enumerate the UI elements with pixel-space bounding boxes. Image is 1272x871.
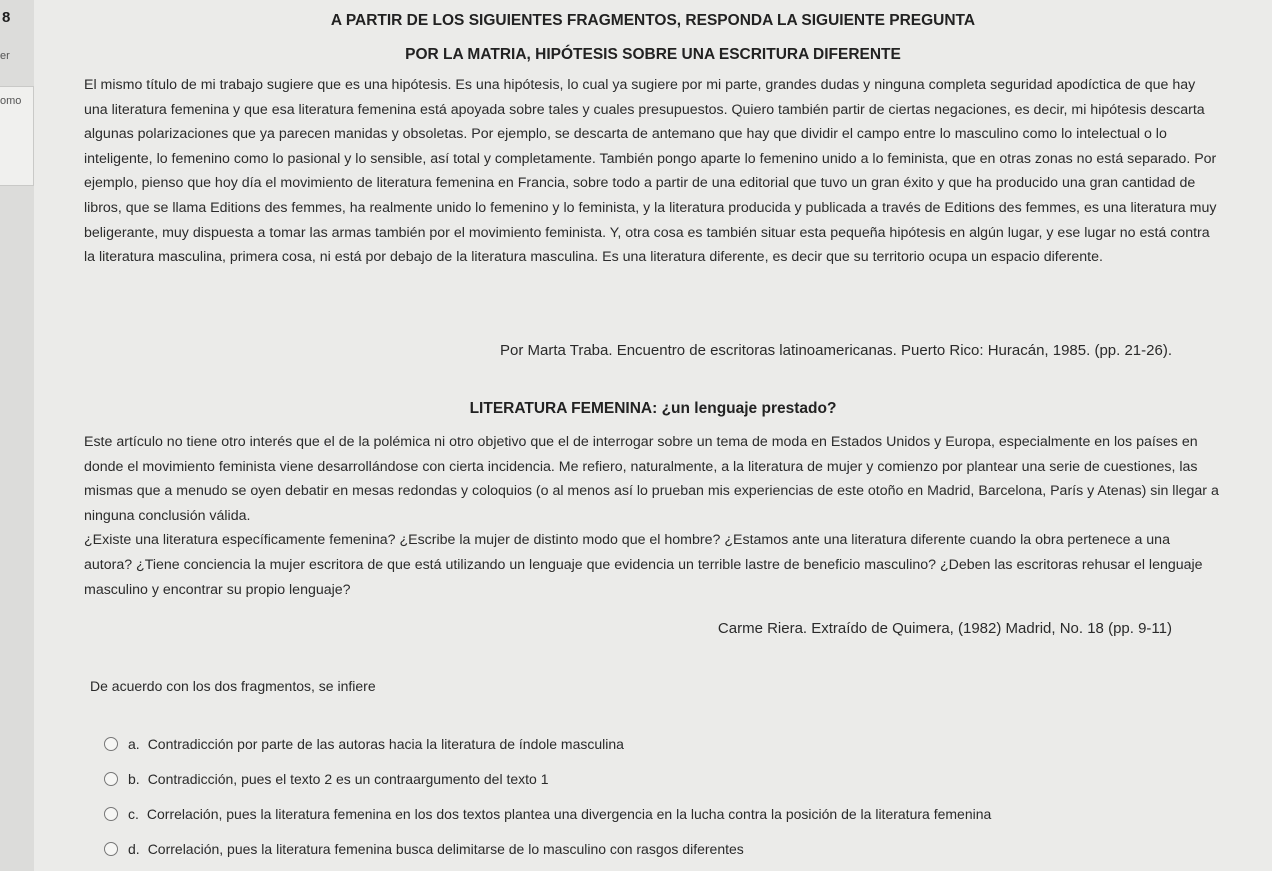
radio-icon[interactable] <box>104 737 118 751</box>
text1-title: POR LA MATRIA, HIPÓTESIS SOBRE UNA ESCRITURA DIFERENTE <box>405 46 901 63</box>
text2-paragraph-1: Este artículo no tiene otro interés que el de la polémica ni otro objetivo que el de interrogar sobre un tema de moda en Estados Unidos y Europa, especialmente en los países en donde el movimiento feminista viene desarrollándose con cierta incidencia. Me refiero, naturalmente, a la literatura de mujer y comienzo por plantear una serie de cuestiones, las mismas que a menudo se oyen debatir en mesas redondas y coloquios (o al menos así lo prueban mis experiencias de este otoño en Madrid, Barcelona, París y Atenas) sin llegar a ninguna conclusión válida. <box>84 434 1219 524</box>
option-d[interactable] <box>104 831 991 866</box>
option-c[interactable] <box>104 796 991 831</box>
question-prompt: De acuerdo con los dos fragmentos, se infiere <box>90 678 376 694</box>
text1-paragraph: El mismo título de mi trabajo sugiere que es una hipótesis. Es una hipótesis, lo cual ya sugiere por mi parte, grandes dudas y ninguna completa seguridad apodíctica de que hay una literatura femenina y que esa literatura femenina está apoyada sobre tales y cuales presupuestos. Quiero también partir de ciertas negaciones, es decir, mi hipótesis descarta algunas polarizaciones que ya parecen manidas y obsoletas. Por ejemplo, se descarta de antemano que hay que dividir el campo entre lo masculino como lo intelectual o lo inteligente, lo femenino como lo pasional y lo sensible, así total y completamente. También pongo aparte lo femenino unido a lo feminista, que en otras zonas no está separado. Por ejemplo, pienso que hoy día el movimiento de literatura femenina en Francia, sobre todo a partir de una editorial que tuvo un gran éxito y que ha producido una gran cantidad de libros, que se llama Editions des femmes, ha realmente unido lo femenino y lo feminista, y la literatura producida y publicada a través de Editions des femmes, es una literatura muy beligerante, muy dispuesta a tomar las armas también por el movimiento feminista. Y, otra cosa es también situar esta pequeña hipótesis en algún lugar, y ese lugar no está contra la literatura masculina, primera cosa, ni está por debajo de la literatura masculina. Es una literatura diferente, es decir que su territorio ocupa un espacio diferente. <box>84 77 1217 266</box>
left-fragment-2: omo <box>0 95 22 107</box>
option-letter: c. <box>128 805 139 822</box>
instruction-heading: A PARTIR DE LOS SIGUIENTES FRAGMENTOS, RESPONDA LA SIGUIENTE PREGUNTA <box>330 12 976 29</box>
radio-icon[interactable] <box>104 807 118 821</box>
option-text: Contradicción, pues el texto 2 es un contraargumento del texto 1 <box>147 770 549 787</box>
text2-paragraph-2: ¿Existe una literatura específicamente femenina? ¿Escribe la mujer de distinto modo que el hombre? ¿Estamos ante una literatura diferente cuando la obra pertenece a una autora? ¿Tiene conciencia la mujer escritora de que está utilizando un lenguaje que evidencia un terrible lastre de beneficio masculino? ¿Deben las escritoras rehusar el lenguaje masculino y encontrar su propio lenguaje? <box>84 532 1203 598</box>
left-sidebar <box>0 0 34 871</box>
text1-body <box>84 73 1219 270</box>
option-letter: d. <box>128 840 140 857</box>
option-b[interactable] <box>104 761 991 796</box>
option-letter: b. <box>128 770 140 787</box>
option-letter: a. <box>128 735 140 752</box>
option-text: Contradicción por parte de las autoras hacia la literatura de índole masculina <box>147 735 624 752</box>
left-side-box <box>0 86 34 186</box>
question-panel <box>34 0 1272 871</box>
option-text: Correlación, pues la literatura femenina busca delimitarse de lo masculino con rasgos diferentes <box>147 840 744 857</box>
text1-source: Por Marta Traba. Encuentro de escritoras latinoamericanas. Puerto Rico: Huracán, 1985. (pp. 21-26). <box>499 342 1172 359</box>
text2-source: Carme Riera. Extraído de Quimera, (1982) Madrid, No. 18 (pp. 9-11) <box>717 620 1172 637</box>
option-text: Correlación, pues la literatura femenina en los dos textos plantea una divergencia en la lucha contra la posición de la literatura femenina <box>146 805 992 822</box>
left-fragment-1: er <box>0 50 10 62</box>
radio-icon[interactable] <box>104 772 118 786</box>
question-number: 8 <box>2 9 11 26</box>
answer-options <box>104 726 991 866</box>
text2-title: LITERATURA FEMENINA: ¿un lenguaje prestado? <box>469 400 837 417</box>
text2-body <box>84 430 1219 602</box>
radio-icon[interactable] <box>104 842 118 856</box>
option-a[interactable] <box>104 726 991 761</box>
